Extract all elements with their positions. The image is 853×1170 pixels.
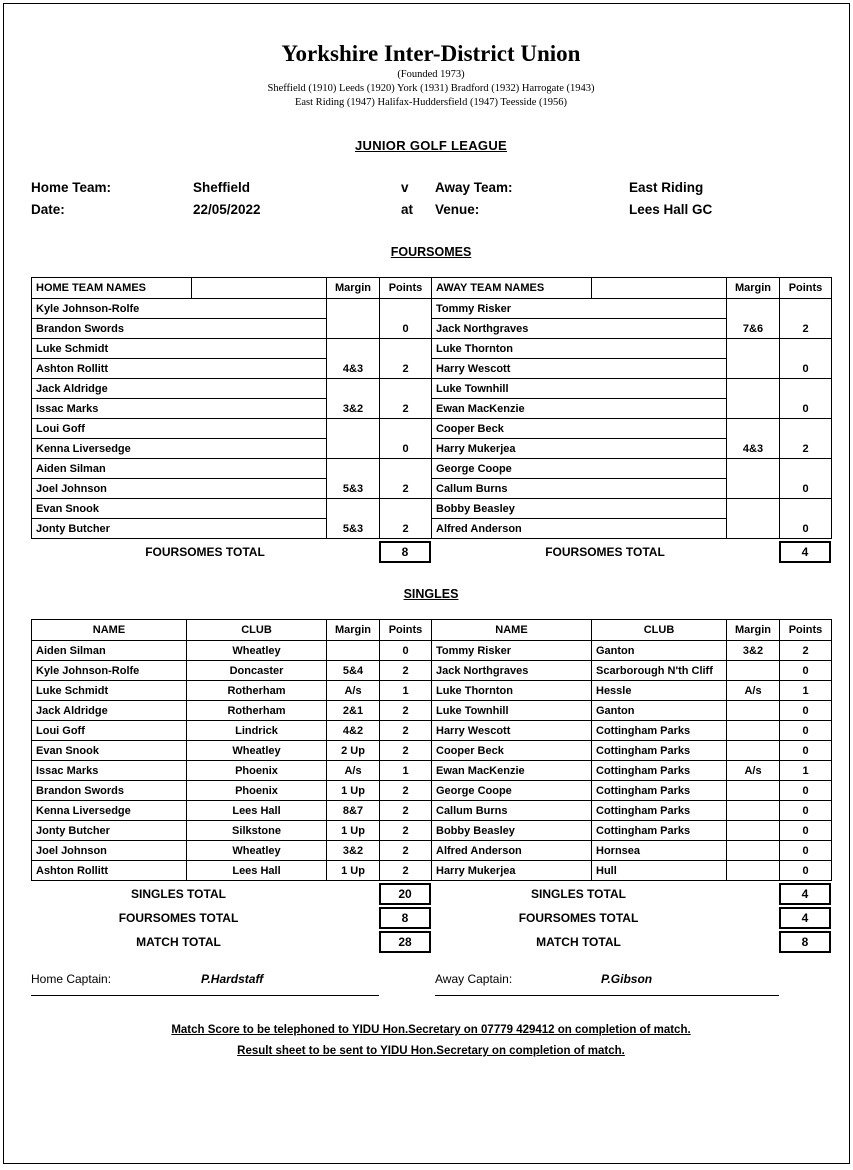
points-cell: 0 [380, 299, 432, 339]
margin-cell: 3&2 [327, 379, 380, 419]
foursomes-header-row [32, 278, 832, 299]
singles-row [32, 641, 832, 661]
club-cell: Cottingham Parks [592, 781, 727, 801]
foursomes-away-subtotal-label: FOURSOMES TOTAL [518, 911, 639, 925]
foursomes-row [32, 419, 832, 439]
margin-cell: 2 Up [327, 741, 380, 761]
margin-header: Margin [727, 620, 780, 641]
points-cell: 2 [780, 641, 832, 661]
points-cell: 1 [780, 681, 832, 701]
foursomes-row [32, 299, 832, 319]
player-name-cell: Ashton Rollitt [32, 359, 327, 379]
points-cell: 2 [780, 299, 832, 339]
points-cell: 0 [780, 861, 832, 881]
player-name-cell: Harry Mukerjea [432, 861, 592, 881]
points-cell: 0 [780, 499, 832, 539]
margin-cell: A/s [327, 761, 380, 781]
club-cell: Ganton [592, 641, 727, 661]
margin-cell: 8&7 [327, 801, 380, 821]
singles-row [32, 761, 832, 781]
singles-away-total-label: SINGLES TOTAL [531, 887, 626, 901]
singles-home-total-label: SINGLES TOTAL [131, 887, 226, 901]
player-name-cell: Jack Northgraves [432, 319, 727, 339]
foursomes-row [32, 359, 832, 379]
venue-value: Lees Hall GC [629, 202, 713, 217]
player-name-cell: Brandon Swords [32, 781, 187, 801]
points-cell: 0 [780, 339, 832, 379]
venue-label: Venue: [435, 202, 480, 217]
margin-cell [327, 641, 380, 661]
margin-cell [727, 801, 780, 821]
singles-row [32, 801, 832, 821]
home-team-value: Sheffield [193, 180, 251, 195]
club-cell: Cottingham Parks [592, 721, 727, 741]
player-name-cell: Cooper Beck [432, 419, 727, 439]
club-cell: Rotherham [187, 681, 327, 701]
club-cell: Silkstone [187, 821, 327, 841]
player-name-cell: Aiden Silman [32, 459, 327, 479]
margin-cell: 5&3 [327, 459, 380, 499]
singles-row [32, 721, 832, 741]
points-header: Points [780, 278, 832, 299]
singles-total-row [31, 883, 831, 905]
margin-cell: 2&1 [327, 701, 380, 721]
singles-row [32, 781, 832, 801]
result-sheet-note: Result sheet to be sent to YIDU Hon.Secretary on completion of match. [237, 1045, 625, 1057]
margin-cell: 4&3 [327, 339, 380, 379]
date-label: Date: [31, 202, 65, 217]
foursomes-away-total-label: FOURSOMES TOTAL [545, 545, 665, 559]
away-captain-name: P.Gibson [601, 972, 653, 986]
foursomes-row [32, 379, 832, 399]
points-cell: 0 [780, 661, 832, 681]
margin-cell [327, 419, 380, 459]
at-label: at [401, 202, 414, 217]
margin-cell [727, 701, 780, 721]
result-sheet-page [3, 3, 850, 1164]
player-name-cell: George Coope [432, 459, 727, 479]
points-cell: 2 [380, 701, 432, 721]
foursomes-row [32, 439, 832, 459]
club-cell: Scarborough N'th Cliff [592, 661, 727, 681]
points-cell: 2 [380, 661, 432, 681]
margin-cell: 1 Up [327, 781, 380, 801]
points-cell: 2 [380, 781, 432, 801]
margin-cell: 4&2 [327, 721, 380, 741]
singles-home-total-value: 20 [379, 883, 431, 905]
points-cell: 1 [380, 761, 432, 781]
foursomes-home-total-value: 8 [379, 541, 431, 563]
points-cell: 2 [380, 499, 432, 539]
foursomes-home-subtotal-value: 8 [379, 907, 431, 929]
player-name-cell: Luke Schmidt [32, 681, 187, 701]
player-name-cell: Jack Aldridge [32, 379, 327, 399]
margin-cell [727, 459, 780, 499]
foursomes-row [32, 459, 832, 479]
home-captain-block [31, 971, 379, 996]
foursomes-row [32, 339, 832, 359]
player-name-cell: Callum Burns [432, 801, 592, 821]
blank-header-cell [192, 278, 327, 299]
singles-away-total-value: 4 [779, 883, 831, 905]
foursomes-row [32, 319, 832, 339]
foursomes-row [32, 499, 832, 519]
match-home-total-value: 28 [379, 931, 431, 953]
player-name-cell: Issac Marks [32, 399, 327, 419]
page-title: Yorkshire Inter-District Union [281, 41, 581, 66]
margin-cell [727, 339, 780, 379]
player-name-cell: Kenna Liversedge [32, 801, 187, 821]
margin-cell [727, 821, 780, 841]
foursomes-away-subtotal-value: 4 [779, 907, 831, 929]
player-name-cell: Joel Johnson [32, 841, 187, 861]
home-team-label: Home Team: [31, 180, 112, 195]
margin-cell: 5&3 [327, 499, 380, 539]
margin-cell: 5&4 [327, 661, 380, 681]
points-cell: 0 [380, 419, 432, 459]
foursomes-row [32, 479, 832, 499]
player-name-cell: Luke Townhill [432, 379, 727, 399]
home-captain-name: P.Hardstaff [201, 972, 264, 986]
player-name-cell: Harry Wescott [432, 359, 727, 379]
spacer [379, 971, 435, 996]
margin-cell: 1 Up [327, 821, 380, 841]
points-cell: 0 [780, 781, 832, 801]
margin-cell: 1 Up [327, 861, 380, 881]
margin-cell [727, 861, 780, 881]
player-name-cell: Loui Goff [32, 721, 187, 741]
points-cell: 2 [780, 419, 832, 459]
points-cell: 0 [780, 379, 832, 419]
club-cell: Cottingham Parks [592, 761, 727, 781]
club-header: CLUB [592, 620, 727, 641]
singles-header-row [32, 620, 832, 641]
player-name-cell: Issac Marks [32, 761, 187, 781]
club-cell: Phoenix [187, 761, 327, 781]
foursomes-home-total-label: FOURSOMES TOTAL [145, 545, 265, 559]
margin-cell [727, 499, 780, 539]
singles-row [32, 681, 832, 701]
away-names-header: AWAY TEAM NAMES [432, 278, 592, 299]
date-value: 22/05/2022 [193, 202, 261, 217]
club-cell: Rotherham [187, 701, 327, 721]
club-cell: Lindrick [187, 721, 327, 741]
club-cell: Cottingham Parks [592, 741, 727, 761]
player-name-cell: Bobby Beasley [432, 821, 592, 841]
points-cell: 2 [380, 339, 432, 379]
singles-row [32, 741, 832, 761]
margin-cell: 7&6 [727, 299, 780, 339]
club-cell: Hornsea [592, 841, 727, 861]
margin-header: Margin [327, 278, 380, 299]
club-cell: Wheatley [187, 741, 327, 761]
margin-cell [727, 661, 780, 681]
singles-row [32, 661, 832, 681]
margin-header: Margin [727, 278, 780, 299]
player-name-cell: Luke Schmidt [32, 339, 327, 359]
player-name-cell: Alfred Anderson [432, 841, 592, 861]
foursomes-heading: FOURSOMES [390, 245, 472, 259]
founded-line: (Founded 1973) [397, 69, 465, 80]
player-name-cell: Kenna Liversedge [32, 439, 327, 459]
points-cell: 0 [780, 841, 832, 861]
player-name-cell: Jonty Butcher [32, 821, 187, 841]
foursomes-away-total-value: 4 [779, 541, 831, 563]
away-team-label: Away Team: [435, 180, 513, 195]
player-name-cell: Loui Goff [32, 419, 327, 439]
foursomes-row [32, 399, 832, 419]
player-name-cell: Alfred Anderson [432, 519, 727, 539]
player-name-cell: Luke Thornton [432, 681, 592, 701]
points-cell: 2 [380, 821, 432, 841]
points-cell: 0 [780, 701, 832, 721]
club-cell: Doncaster [187, 661, 327, 681]
player-name-cell: Ashton Rollitt [32, 861, 187, 881]
match-total-row [31, 931, 831, 953]
singles-row [32, 821, 832, 841]
districts-line-1: Sheffield (1910) Leeds (1920) York (1931) Bradford (1932) Harrogate (1943) [267, 83, 595, 94]
captains-row [31, 971, 831, 996]
points-header: Points [380, 620, 432, 641]
player-name-cell: Cooper Beck [432, 741, 592, 761]
foursomes-row [32, 519, 832, 539]
player-name-cell: Kyle Johnson-Rolfe [32, 299, 327, 319]
match-away-total-label: MATCH TOTAL [536, 935, 621, 949]
club-cell: Phoenix [187, 781, 327, 801]
player-name-cell: Harry Wescott [432, 721, 592, 741]
margin-cell: 3&2 [727, 641, 780, 661]
margin-header: Margin [327, 620, 380, 641]
player-name-cell: Brandon Swords [32, 319, 327, 339]
away-captain-label: Away Captain: [435, 972, 513, 986]
player-name-cell: Tommy Risker [432, 641, 592, 661]
club-header: CLUB [187, 620, 327, 641]
districts-line-2: East Riding (1947) Halifax-Huddersfield (1947) Teesside (1956) [294, 97, 567, 108]
league-heading: JUNIOR GOLF LEAGUE [354, 138, 508, 153]
points-cell: 2 [380, 861, 432, 881]
singles-row [32, 841, 832, 861]
player-name-cell: Ewan MacKenzie [432, 761, 592, 781]
foursomes-subtotal-row [31, 907, 831, 929]
club-cell: Lees Hall [187, 861, 327, 881]
player-name-cell: Bobby Beasley [432, 499, 727, 519]
points-cell: 2 [380, 741, 432, 761]
away-team-value: East Riding [629, 180, 704, 195]
points-cell: 2 [380, 721, 432, 741]
points-cell: 2 [380, 841, 432, 861]
singles-table [31, 619, 832, 881]
club-cell: Wheatley [187, 841, 327, 861]
player-name-cell: Jack Northgraves [432, 661, 592, 681]
singles-row [32, 701, 832, 721]
margin-cell [727, 741, 780, 761]
versus-label: v [401, 180, 409, 195]
singles-row [32, 861, 832, 881]
points-cell: 0 [380, 641, 432, 661]
margin-cell: 3&2 [327, 841, 380, 861]
points-cell: 0 [780, 821, 832, 841]
margin-cell: A/s [727, 761, 780, 781]
club-cell: Hull [592, 861, 727, 881]
player-name-cell: Jonty Butcher [32, 519, 327, 539]
margin-cell [727, 379, 780, 419]
points-cell: 0 [780, 459, 832, 499]
player-name-cell: Jack Aldridge [32, 701, 187, 721]
points-cell: 2 [380, 801, 432, 821]
home-captain-label: Home Captain: [31, 972, 112, 986]
points-cell: 0 [780, 721, 832, 741]
points-cell: 0 [780, 741, 832, 761]
player-name-cell: Joel Johnson [32, 479, 327, 499]
name-header: NAME [432, 620, 592, 641]
blank-header-cell [592, 278, 727, 299]
club-cell: Lees Hall [187, 801, 327, 821]
player-name-cell: Tommy Risker [432, 299, 727, 319]
player-name-cell: Luke Townhill [432, 701, 592, 721]
points-header: Points [780, 620, 832, 641]
match-away-total-value: 8 [779, 931, 831, 953]
singles-heading: SINGLES [403, 587, 459, 601]
points-cell: 2 [380, 379, 432, 419]
club-cell: Cottingham Parks [592, 801, 727, 821]
player-name-cell: Kyle Johnson-Rolfe [32, 661, 187, 681]
points-header: Points [380, 278, 432, 299]
foursomes-total-row [31, 541, 831, 563]
margin-cell: A/s [327, 681, 380, 701]
match-info [31, 177, 831, 221]
telephone-note: Match Score to be telephoned to YIDU Hon.Secretary on 07779 429412 on completion of match. [171, 1024, 691, 1036]
player-name-cell: Evan Snook [32, 741, 187, 761]
home-names-header: HOME TEAM NAMES [32, 278, 192, 299]
margin-cell [727, 841, 780, 861]
player-name-cell: Luke Thornton [432, 339, 727, 359]
foursomes-home-subtotal-label: FOURSOMES TOTAL [118, 911, 239, 925]
away-captain-block [435, 971, 779, 996]
name-header: NAME [32, 620, 187, 641]
points-cell: 1 [380, 681, 432, 701]
margin-cell [727, 781, 780, 801]
player-name-cell: Harry Mukerjea [432, 439, 727, 459]
player-name-cell: Callum Burns [432, 479, 727, 499]
points-cell: 1 [780, 761, 832, 781]
player-name-cell: George Coope [432, 781, 592, 801]
club-cell: Hessle [592, 681, 727, 701]
club-cell: Ganton [592, 701, 727, 721]
match-home-total-label: MATCH TOTAL [136, 935, 221, 949]
club-cell: Wheatley [187, 641, 327, 661]
margin-cell: 4&3 [727, 419, 780, 459]
points-cell: 2 [380, 459, 432, 499]
player-name-cell: Ewan MacKenzie [432, 399, 727, 419]
margin-cell: A/s [727, 681, 780, 701]
points-cell: 0 [780, 801, 832, 821]
player-name-cell: Evan Snook [32, 499, 327, 519]
margin-cell [727, 721, 780, 741]
player-name-cell: Aiden Silman [32, 641, 187, 661]
margin-cell [327, 299, 380, 339]
foursomes-table [31, 277, 832, 539]
club-cell: Cottingham Parks [592, 821, 727, 841]
